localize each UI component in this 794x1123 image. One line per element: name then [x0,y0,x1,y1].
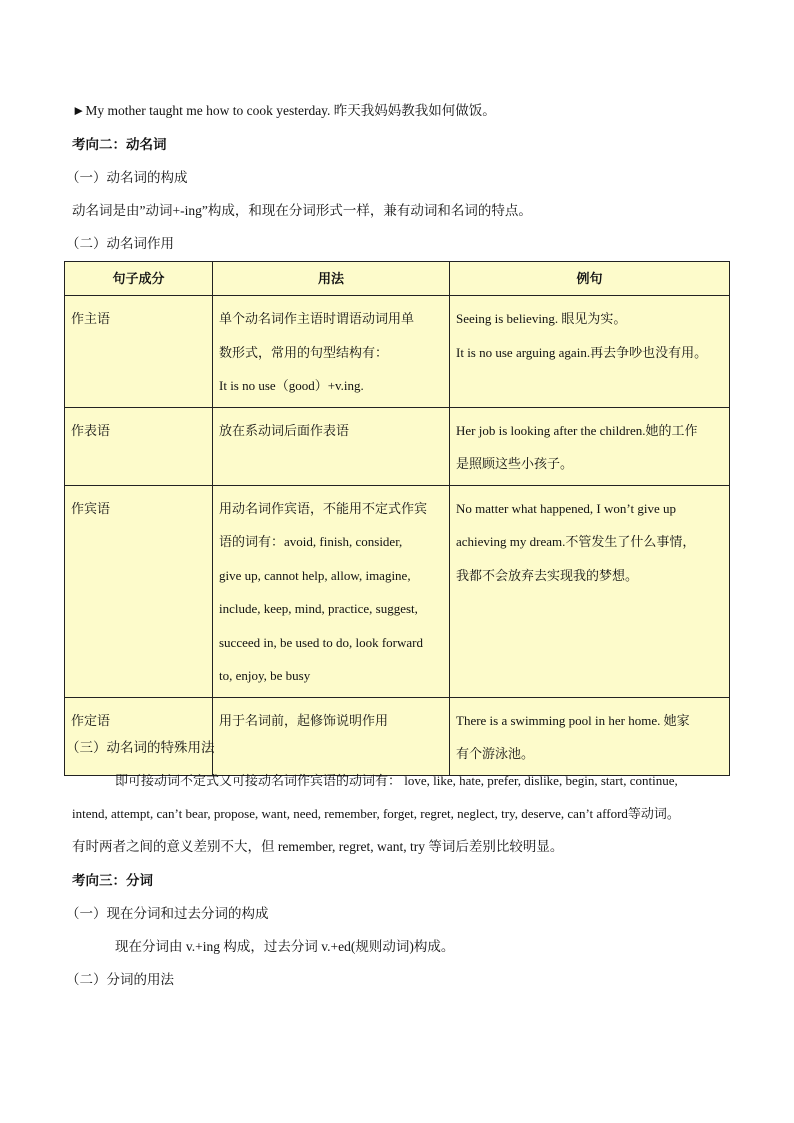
table-row [65,296,730,408]
gerund-function-table [64,261,730,776]
example-line: It is no use arguing again.再去争吵也没有用。 [456,344,708,360]
example-line: 有个游泳池。 [456,746,535,761]
usage-line: 用动名词作宾语，不能用不定式作宾 [219,500,428,516]
example-line: Her job is looking after the children.她的工作 [456,422,698,438]
table-cell-usage [213,407,450,485]
gerund-form-text: 动名词是由”动词+-ing”构成，和现在分词形式一样，兼有动词和名词的特点。 [72,203,532,218]
role-label: 作宾语 [71,500,111,516]
special-usage-line: intend, attempt, can’t bear, propose, want, need, remember, forget, regret, neglect, try, deserve, can’t afford等动词。 [72,806,680,821]
special-usage-line: 有时两者之间的意义差别不大，但 remember, regret, want, try 等词后差别比较明显。 [72,839,564,854]
example-line: No matter what happened, I won’t give up [456,500,676,516]
table-header: 例句 [450,262,730,296]
usage-line: 数形式，常用的句型结构有： [219,344,389,360]
example-line: There is a swimming pool in her home. 她家 [456,712,690,728]
section-title-participle: 考向三：分词 [72,873,153,888]
subheading-gerund-special: （三）动名词的特殊用法 [66,740,215,755]
table-cell-example [450,485,730,697]
usage-line: to, enjoy, be busy [219,668,311,683]
table-header: 句子成分 [65,262,213,296]
intro-example: ►My mother taught me how to cook yesterday. 昨天我妈妈教我如何做饭。 [72,103,496,118]
table-cell-example [450,296,730,408]
table-cell-role [65,697,213,775]
usage-line: give up, cannot help, allow, imagine, [219,567,411,583]
table-header-row [65,262,730,296]
example-line: achieving my dream.不管发生了什么事情， [456,534,696,549]
example-line: 我都不会放弃去实现我的梦想。 [456,567,639,583]
participle-form-text: 现在分词由 v.+ing 构成，过去分词 v.+ed(规则动词)构成。 [115,939,455,954]
role-label: 作主语 [71,311,111,326]
table-row [65,485,730,697]
example-line: Seeing is believing. 眼见为实。 [456,311,627,326]
table-cell-usage [213,697,450,775]
usage-line: It is no use（good）+v.ing. [219,378,364,393]
section-title-gerund: 考向二：动名词 [72,137,167,152]
table-row [65,407,730,485]
table-cell-usage [213,296,450,408]
table-header: 用法 [213,262,450,296]
example-line: 是照顾这些小孩子。 [456,456,574,471]
table-cell-example [450,697,730,775]
subheading-participle-form: （一）现在分词和过去分词的构成 [66,906,269,921]
table-row [65,697,730,775]
usage-line: include, keep, mind, practice, suggest, [219,601,418,616]
usage-line: 放在系动词后面作表语 [219,422,350,438]
role-label: 作表语 [71,422,111,438]
subheading-gerund-form: （一）动名词的构成 [66,170,188,185]
usage-line: 用于名词前，起修饰说明作用 [219,712,389,728]
table-cell-role [65,296,213,408]
special-usage-line: 即可接动词不定式又可接动名词作宾语的动词有： love, like, hate, prefer, dislike, begin, start, continue, [115,773,678,788]
table-cell-example [450,407,730,485]
table-cell-role [65,485,213,697]
usage-line: 单个动名词作主语时谓语动词用单 [219,311,415,326]
table-cell-role [65,407,213,485]
role-label: 作定语 [71,712,111,728]
subheading-gerund-function: （二）动名词作用 [66,236,174,251]
usage-line: 语的词有：avoid, finish, consider, [219,534,403,549]
usage-line: succeed in, be used to do, look forward [219,634,423,650]
subheading-participle-usage: （二）分词的用法 [66,972,174,987]
table-cell-usage [213,485,450,697]
